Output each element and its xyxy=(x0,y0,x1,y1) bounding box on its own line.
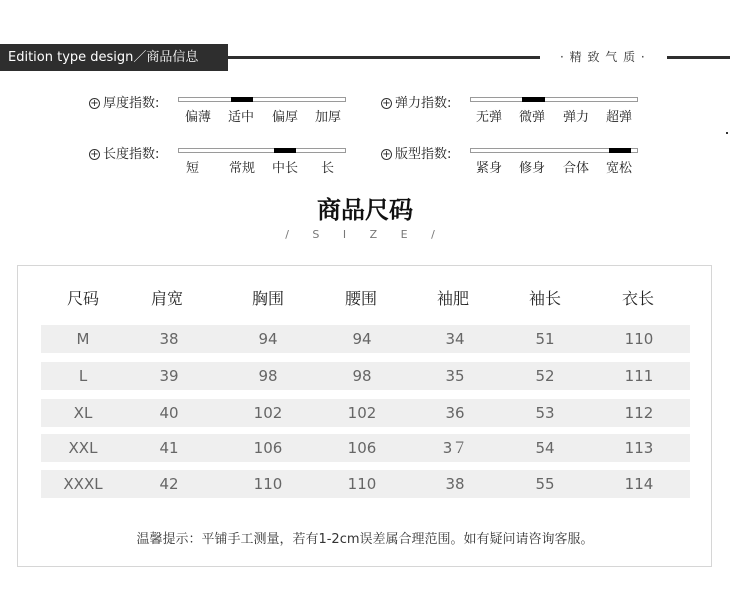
fit-option: 修身 xyxy=(519,161,546,176)
length-index-track xyxy=(178,148,346,153)
plus-circle-icon: + xyxy=(382,98,391,109)
decor-dot xyxy=(726,132,728,134)
table-cell: 98 xyxy=(258,367,278,385)
thickness-option: 偏薄 xyxy=(185,110,212,125)
size-label-cell: XL xyxy=(73,404,93,422)
measurement-note: 温馨提示：平铺手工测量，若有1-2cm误差属合理范围。如有疑问请咨询客服。 xyxy=(136,532,594,547)
table-cell: 98 xyxy=(352,367,372,385)
table-cell: 38 xyxy=(159,330,179,348)
table-cell: 36 xyxy=(445,404,465,422)
table-header: 袖长 xyxy=(528,289,561,308)
length-index-marker xyxy=(274,148,296,153)
fit-index-title: + 版型指数: xyxy=(382,147,452,162)
table-cell: 42 xyxy=(159,475,179,493)
table-header: 肩宽 xyxy=(150,289,183,308)
size-label-cell: XXXL xyxy=(63,475,103,493)
table-cell: 54 xyxy=(535,439,555,457)
table-cell: 3７ xyxy=(442,439,468,457)
fit-index-marker xyxy=(609,148,631,153)
table-cell: 41 xyxy=(159,439,179,457)
length-index-title: + 长度指数: xyxy=(90,147,160,162)
table-cell: 94 xyxy=(352,330,372,348)
table-cell: 106 xyxy=(253,439,283,457)
thickness-index-track xyxy=(178,97,346,102)
size-section-subtitle: / S I Z E / xyxy=(285,228,445,241)
fit-option: 合体 xyxy=(563,161,590,176)
thickness-option: 偏厚 xyxy=(272,110,299,125)
table-header: 腰围 xyxy=(344,289,377,308)
fit-index-track xyxy=(470,148,638,153)
table-cell: 110 xyxy=(253,475,283,493)
table-cell: 35 xyxy=(445,367,465,385)
length-option: 短 xyxy=(186,161,200,176)
table-cell: 40 xyxy=(159,404,179,422)
length-option: 中长 xyxy=(272,161,299,176)
table-cell: 112 xyxy=(624,404,654,422)
table-cell: 53 xyxy=(535,404,555,422)
elasticity-index-track xyxy=(470,97,638,102)
table-header: 袖肥 xyxy=(436,289,469,308)
size-label-cell: M xyxy=(76,330,90,348)
table-cell: 34 xyxy=(445,330,465,348)
table-cell: 114 xyxy=(624,475,654,493)
header-tagline: · 精 致 气 质 · xyxy=(560,50,646,64)
table-cell: 110 xyxy=(624,330,654,348)
elasticity-option: 无弹 xyxy=(476,110,503,125)
table-cell: 51 xyxy=(535,330,555,348)
table-cell: 110 xyxy=(347,475,377,493)
table-cell: 111 xyxy=(624,367,654,385)
length-option: 常规 xyxy=(229,161,256,176)
size-label-cell: XXL xyxy=(68,439,98,457)
table-header: 衣长 xyxy=(621,289,654,308)
elasticity-option: 弹力 xyxy=(563,110,590,125)
section-tab: Edition type design／商品信息 xyxy=(0,44,228,71)
length-option: 长 xyxy=(321,161,335,176)
table-header: 尺码 xyxy=(66,289,99,308)
table-cell: 102 xyxy=(253,404,283,422)
header-divider-right xyxy=(667,56,730,59)
thickness-option: 适中 xyxy=(228,110,255,125)
header-divider xyxy=(228,56,540,59)
elasticity-option: 超弹 xyxy=(606,110,633,125)
table-cell: 39 xyxy=(159,367,179,385)
elasticity-index-title: + 弹力指数: xyxy=(382,96,452,111)
fit-option: 紧身 xyxy=(476,161,503,176)
table-cell: 52 xyxy=(535,367,555,385)
table-cell: 113 xyxy=(624,439,654,457)
table-cell: 102 xyxy=(347,404,377,422)
table-cell: 106 xyxy=(347,439,377,457)
table-cell: 55 xyxy=(535,475,555,493)
table-cell: 38 xyxy=(445,475,465,493)
plus-circle-icon: + xyxy=(382,149,391,160)
table-cell: 94 xyxy=(258,330,278,348)
table-header: 胸围 xyxy=(251,289,284,308)
plus-circle-icon: + xyxy=(90,149,99,160)
thickness-index-title: + 厚度指数: xyxy=(90,96,160,111)
size-label-cell: L xyxy=(78,367,88,385)
thickness-index-marker xyxy=(231,97,253,102)
elasticity-option: 微弹 xyxy=(519,110,546,125)
elasticity-index-marker xyxy=(522,97,545,102)
size-section-title: 商品尺码 xyxy=(317,196,413,224)
fit-option: 宽松 xyxy=(606,161,633,176)
thickness-option: 加厚 xyxy=(315,110,342,125)
plus-circle-icon: + xyxy=(90,98,99,109)
